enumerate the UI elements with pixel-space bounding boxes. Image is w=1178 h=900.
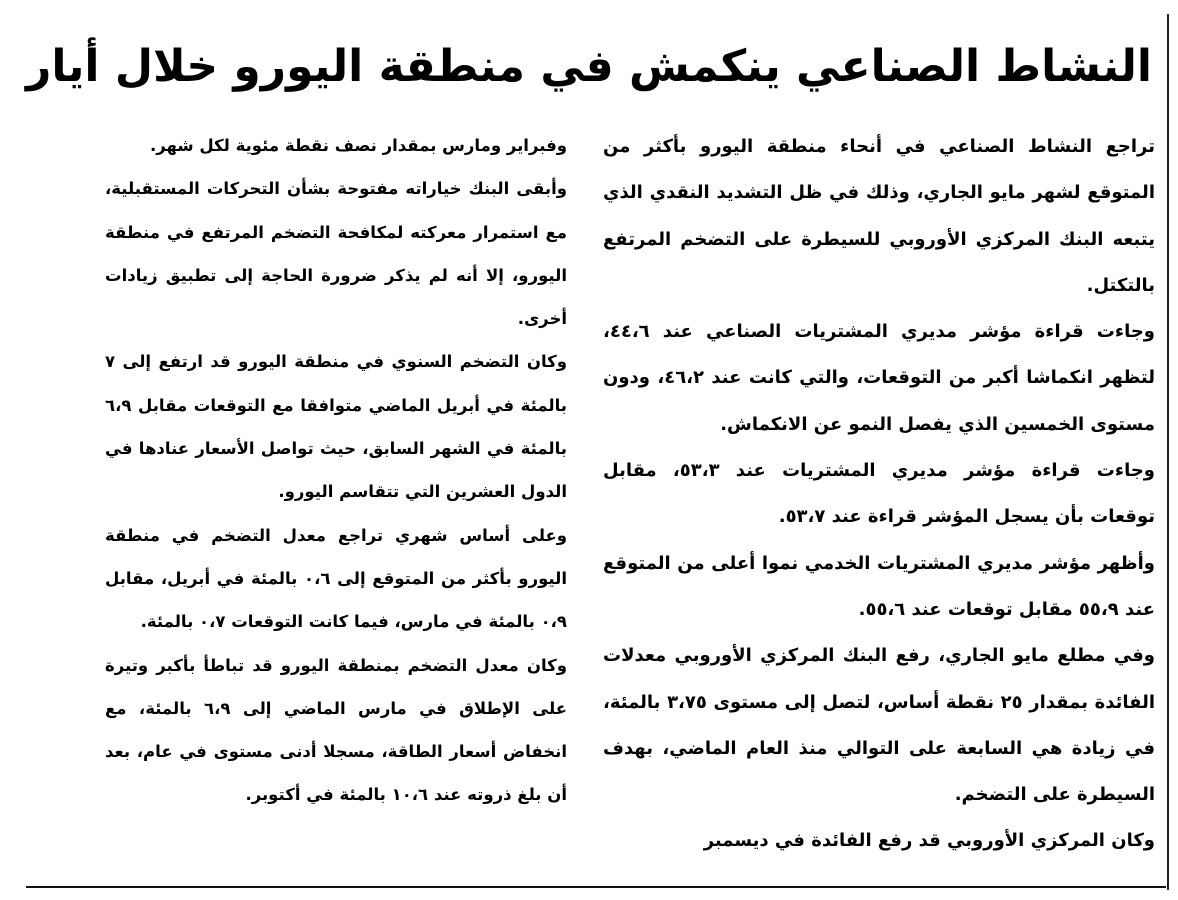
paragraph: تراجع النشاط الصناعي في أنحاء منطقة اليورو بأكثر من المتوقع لشهر مايو الجاري، وذلك في ظل التشديد النقدي الذي يتبعه البنك المركزي الأوروبي للسيطرة على التضخم المرتفع بالتكتل. [603,136,1155,296]
article-column-left [105,124,567,872]
paragraph: وكان معدل التضخم بمنطقة اليورو قد تباطأ بأكبر وتيرة على الإطلاق في مارس الماضي إلى ٦،٩ بالمئة، مع انخفاض أسعار الطاقة، مسجلا أدنى مستوى في عام، بعد أن بلغ ذروته عند ١٠،٦ بالمئة في أكتوبر. [105,655,567,805]
paragraph: وأبقى البنك خياراته مفتوحة بشأن التحركات المستقبلية، مع استمرار معركته لمكافحة التضخم المرتفع في منطقة اليورو، إلا أنه لم يذكر ضرورة الحاجة إلى تطبيق زيادات أخرى. [105,179,567,329]
paragraph: وفبراير ومارس بمقدار نصف نقطة مئوية لكل شهر. [149,136,567,155]
paragraph: وأظهر مؤشر مديري المشتريات الخدمي نموا أعلى من المتوقع عند ٥٥،٩ مقابل توقعات عند ٥٥،٦. [603,552,1155,620]
column-divider-rule [1167,14,1169,890]
paragraph: وكان المركزي الأوروبي قد رفع الفائدة في ديسمبر [703,830,1155,852]
paragraph: وجاءت قراءة مؤشر مديري المشتريات عند ٥٣،٣، مقابل توقعات بأن يسجل المؤشر قراءة عند ٥٣،٧. [603,460,1155,528]
article-headline: النشاط الصناعي ينكمش في منطقة اليورو خلال أيار [26,41,1152,92]
paragraph: وجاءت قراءة مؤشر مديري المشتريات الصناعي عند ٤٤،٦، لتظهر انكماشا أكبر من التوقعات، والتي كانت عند ٤٦،٢، ودون مستوى الخمسين الذي يفصل النمو عن الانكماش. [603,321,1155,435]
paragraph: وعلى أساس شهري تراجع معدل التضخم في منطقة اليورو بأكثر من المتوقع إلى ٠،٦ بالمئة في أبريل، مقابل ٠،٩ بالمئة في مارس، فيما كانت التوقعات ٠،٧ بالمئة. [105,525,567,632]
paragraph: وكان التضخم السنوي في منطقة اليورو قد ارتفع إلى ٧ بالمئة في أبريل الماضي متوافقا مع التوقعات مقابل ٦،٩ بالمئة في الشهر السابق، حيث تواصل الأسعار عنادها في الدول العشرين التي تتقاسم اليورو. [105,352,567,502]
paragraph: وفي مطلع مايو الجاري، رفع البنك المركزي الأوروبي معدلات الفائدة بمقدار ٢٥ نقطة أساس، لتصل إلى مستوى ٣،٧٥ بالمئة، في زيادة هي السابعة على التوالي منذ العام الماضي، بهدف السيطرة على التضخم. [603,645,1155,806]
article-column-right [603,124,1155,872]
bottom-rule [26,886,1166,888]
